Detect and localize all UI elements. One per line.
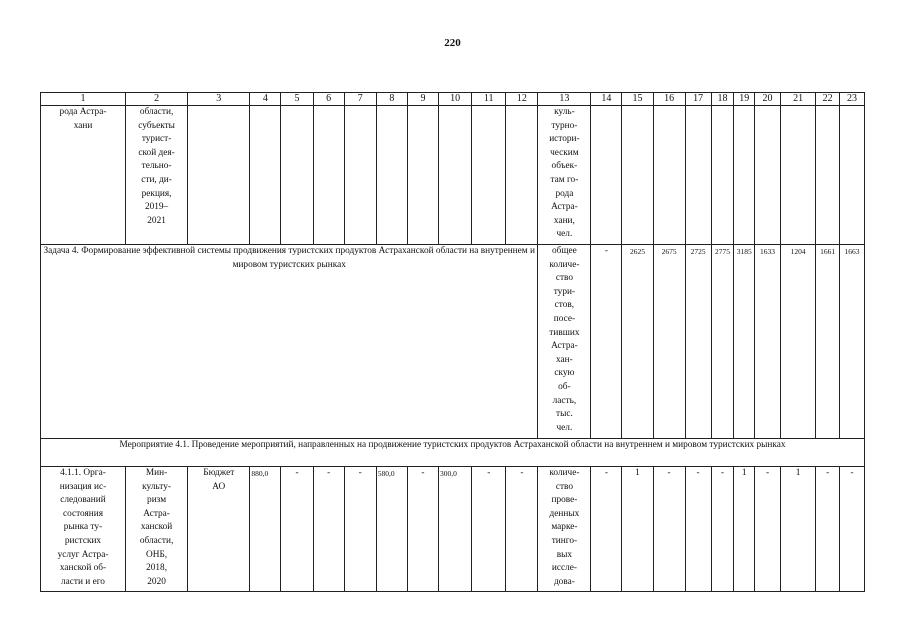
header-cell: 2 xyxy=(125,93,187,106)
header-cell: 15 xyxy=(622,93,653,106)
budget-cell: - xyxy=(407,467,438,592)
task-4-row xyxy=(41,245,865,439)
value-cell: - xyxy=(685,467,711,592)
value-cell: - xyxy=(840,467,865,592)
header-cell: 18 xyxy=(711,93,734,106)
budget-cell: 580,0 xyxy=(376,467,407,592)
table-row-continuation xyxy=(41,106,865,245)
header-cell: 21 xyxy=(780,93,815,106)
value-cell: 2725 xyxy=(685,245,711,439)
value-cell: - xyxy=(591,245,622,439)
header-cell: 6 xyxy=(313,93,344,106)
activity-name-cell: 4.1.1. Орга- низация ис- следований состояния рынка ту- ристских услуг Астра- ханской об- ласти и его xyxy=(41,467,126,592)
value-cell: 2775 xyxy=(711,245,734,439)
value-cell: - xyxy=(816,467,840,592)
header-cell: 13 xyxy=(538,93,591,106)
header-cell: 8 xyxy=(376,93,407,106)
budget-cell: - xyxy=(506,467,538,592)
column-number-row xyxy=(41,93,865,106)
funding-source-cell: Бюджет АО xyxy=(188,467,250,592)
indicator-cell: общее количе- ство тури- стов, посе- тивших Астра- хан- скую об- ласть, тыс. чел. xyxy=(538,245,591,439)
indicator-cell: количе- ство прове- денных марке- тинго- вых иссле- дова- xyxy=(538,467,591,592)
activity-4-1-1-row xyxy=(41,467,865,592)
header-cell: 23 xyxy=(840,93,865,106)
responsible-cell: области, субъекты турист- ской дея- тельно- сти, ди- рекция, 2019– 2021 xyxy=(125,106,187,245)
value-cell: 1633 xyxy=(755,245,781,439)
budget-cell: 880,0 xyxy=(250,467,281,592)
budget-cell: 300,0 xyxy=(438,467,471,592)
value-cell: - xyxy=(591,467,622,592)
header-cell: 10 xyxy=(438,93,471,106)
value-cell: - xyxy=(653,467,685,592)
event-4-1-title: Мероприятие 4.1. Проведение мероприятий, направленных на продвижение туристских продуктов Астраханской области на внутреннем и мировом туристских рынках xyxy=(41,439,865,467)
header-cell: 19 xyxy=(734,93,755,106)
value-cell: 1 xyxy=(780,467,815,592)
value-cell: - xyxy=(711,467,734,592)
value-cell: 2675 xyxy=(653,245,685,439)
value-cell: 1204 xyxy=(780,245,815,439)
value-cell: 3185 xyxy=(734,245,755,439)
budget-cell: - xyxy=(472,467,506,592)
activity-name-cell: рода Астра- хани xyxy=(41,106,126,245)
header-cell: 14 xyxy=(591,93,622,106)
header-cell: 4 xyxy=(250,93,281,106)
header-cell: 5 xyxy=(281,93,313,106)
header-cell: 1 xyxy=(41,93,126,106)
value-cell: - xyxy=(755,467,781,592)
task-4-title: Задача 4. Формирование эффективной системы продвижения туристских продуктов Астраханской области на внутреннем и мировом туристских рынках xyxy=(41,245,538,439)
value-cell: 2625 xyxy=(622,245,653,439)
header-cell: 11 xyxy=(472,93,506,106)
header-cell: 12 xyxy=(506,93,538,106)
budget-cell: - xyxy=(313,467,344,592)
budget-cell: - xyxy=(344,467,376,592)
header-cell: 17 xyxy=(685,93,711,106)
value-cell: 1663 xyxy=(840,245,865,439)
event-4-1-row xyxy=(41,439,865,467)
header-cell: 16 xyxy=(653,93,685,106)
header-cell: 3 xyxy=(188,93,250,106)
value-cell: 1 xyxy=(622,467,653,592)
header-cell: 20 xyxy=(755,93,781,106)
budget-cell: - xyxy=(281,467,313,592)
header-cell: 7 xyxy=(344,93,376,106)
responsible-cell: Мин- культу- ризм Астра- ханской области, ОНБ, 2018, 2020 xyxy=(125,467,187,592)
header-cell: 9 xyxy=(407,93,438,106)
header-cell: 22 xyxy=(816,93,840,106)
indicator-cell: куль- турно- истори- ческим объек- там го- рода Астра- хани, чел. xyxy=(538,106,591,245)
page-number: 220 xyxy=(444,37,461,49)
program-table xyxy=(40,92,865,592)
value-cell: 1 xyxy=(734,467,755,592)
value-cell: 1661 xyxy=(816,245,840,439)
